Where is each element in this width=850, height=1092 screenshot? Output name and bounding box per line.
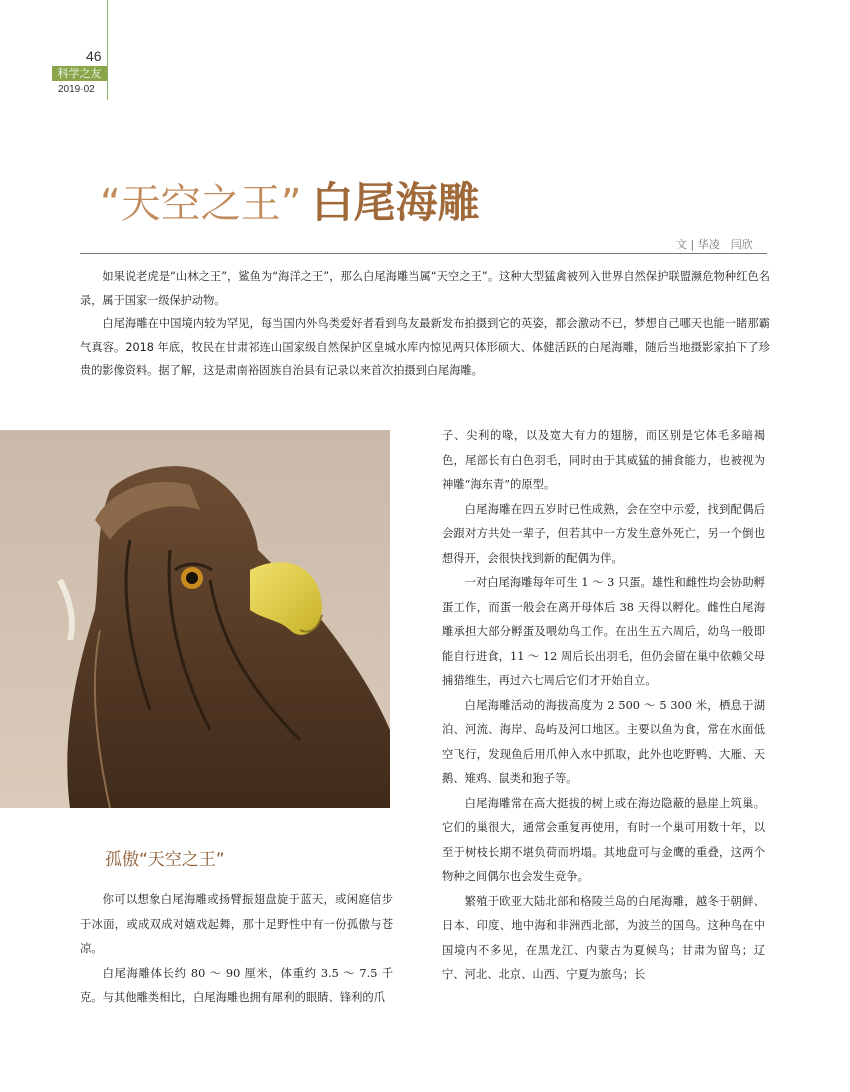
right-column bbox=[442, 424, 765, 988]
intro-paragraph: 白尾海雕在中国境内较为罕见，每当国内外鸟类爱好者看到鸟友最新发布拍摄到它的英姿，都会激动不已，梦想自己哪天也能一睹那霸气真容。2018 年底，牧民在甘肃祁连山国家级自然保护区皇城水库内惊见两只体形硕大、体健活跃的白尾海雕，随后当地摄影家拍下了珍贵的影像资料。据了解，这是肃南裕固族自治县有记录以来首次拍摄到白尾海雕。 bbox=[80, 317, 770, 377]
article-title-main: 白尾海雕 bbox=[311, 178, 480, 227]
magazine-name-badge: 科学之友 bbox=[52, 66, 107, 81]
left-column bbox=[80, 888, 393, 1011]
article-title bbox=[100, 170, 479, 230]
article-title-quote: “天空之王” bbox=[100, 181, 302, 227]
section-heading: 孤傲“天空之王” bbox=[105, 850, 225, 870]
body-paragraph: 繁殖于欧亚大陆北部和格陵兰岛的白尾海雕，越冬于朝鲜、日本、印度、地中海和非洲西北部，为波兰的国鸟。这种鸟在中国境内不多见，在黑龙江、内蒙古为夏候鸟；甘肃为留鸟；辽宁、河北、北京、山西、宁夏为旅鸟；长 bbox=[442, 894, 765, 981]
header-divider-line bbox=[107, 0, 108, 100]
title-rule bbox=[80, 253, 767, 254]
page-number: 46 bbox=[86, 48, 102, 64]
body-paragraph: 白尾海雕活动的海拔高度为 2 500 ～ 5 300 米，栖息于湖泊、河流、海岸、岛屿及河口地区。主要以鱼为食，常在水面低空飞行，发现鱼后用爪伸入水中抓取，此外也吃野鸭、大雁、天鹅、雉鸡、鼠类和狍子等。 bbox=[442, 698, 765, 785]
body-paragraph: 白尾海雕体长约 80 ～ 90 厘米，体重约 3.5 ～ 7.5 千克。与其他雕类相比，白尾海雕也拥有犀利的眼睛、锋利的爪 bbox=[80, 966, 393, 1004]
body-paragraph: 白尾海雕在四五岁时已性成熟，会在空中示爱，找到配偶后会跟对方共处一辈子，但若其中一方发生意外死亡，另一个倒也想得开，会很快找到新的配偶为伴。 bbox=[442, 502, 765, 565]
body-paragraph: 你可以想象白尾海雕或扬臂振翅盘旋于蓝天，或闲庭信步于冰面，或成双成对嬉戏起舞，那十足野性中有一份孤傲与苍凉。 bbox=[80, 893, 393, 955]
body-paragraph: 一对白尾海雕每年可生 1 ～ 3 只蛋。雄性和雌性均会协助孵蛋工作，而蛋一般会在离开母体后 38 天得以孵化。雌性白尾海雕承担大部分孵蛋及喂幼鸟工作。在出生五六周后，幼鸟一般即能自行进食，11 ～ 12 周后长出羽毛，但仍会留在巢中依赖父母捕猎维生，再过六七周后它们才开始自立。 bbox=[442, 576, 765, 687]
body-paragraph: 子、尖利的喙，以及宽大有力的翅膀，而区别是它体毛多暗褐色，尾部长有白色羽毛，同时由于其威猛的捕食能力，也被视为神雕“海东青”的原型。 bbox=[442, 429, 765, 491]
eagle-photo bbox=[0, 430, 390, 808]
body-paragraph: 白尾海雕常在高大挺拔的树上或在海边隐蔽的悬崖上筑巢。它们的巢很大，通常会重复再使用，有时一个巢可用数十年，以至于树枝长期不堪负荷而坍塌。其地盘可与金鹰的重叠，这两个物种之间偶尔也会发生竞争。 bbox=[442, 796, 765, 883]
intro-text bbox=[80, 265, 770, 383]
intro-paragraph: 如果说老虎是“山林之王”，鲨鱼为“海洋之王”，那么白尾海雕当属“天空之王”。这种大型猛禽被列入世界自然保护联盟濒危物种红色名录，属于国家一级保护动物。 bbox=[80, 270, 770, 307]
issue-date: 2019·02 bbox=[58, 84, 95, 95]
byline: 文 | 华凌 闫欣 bbox=[676, 238, 753, 251]
